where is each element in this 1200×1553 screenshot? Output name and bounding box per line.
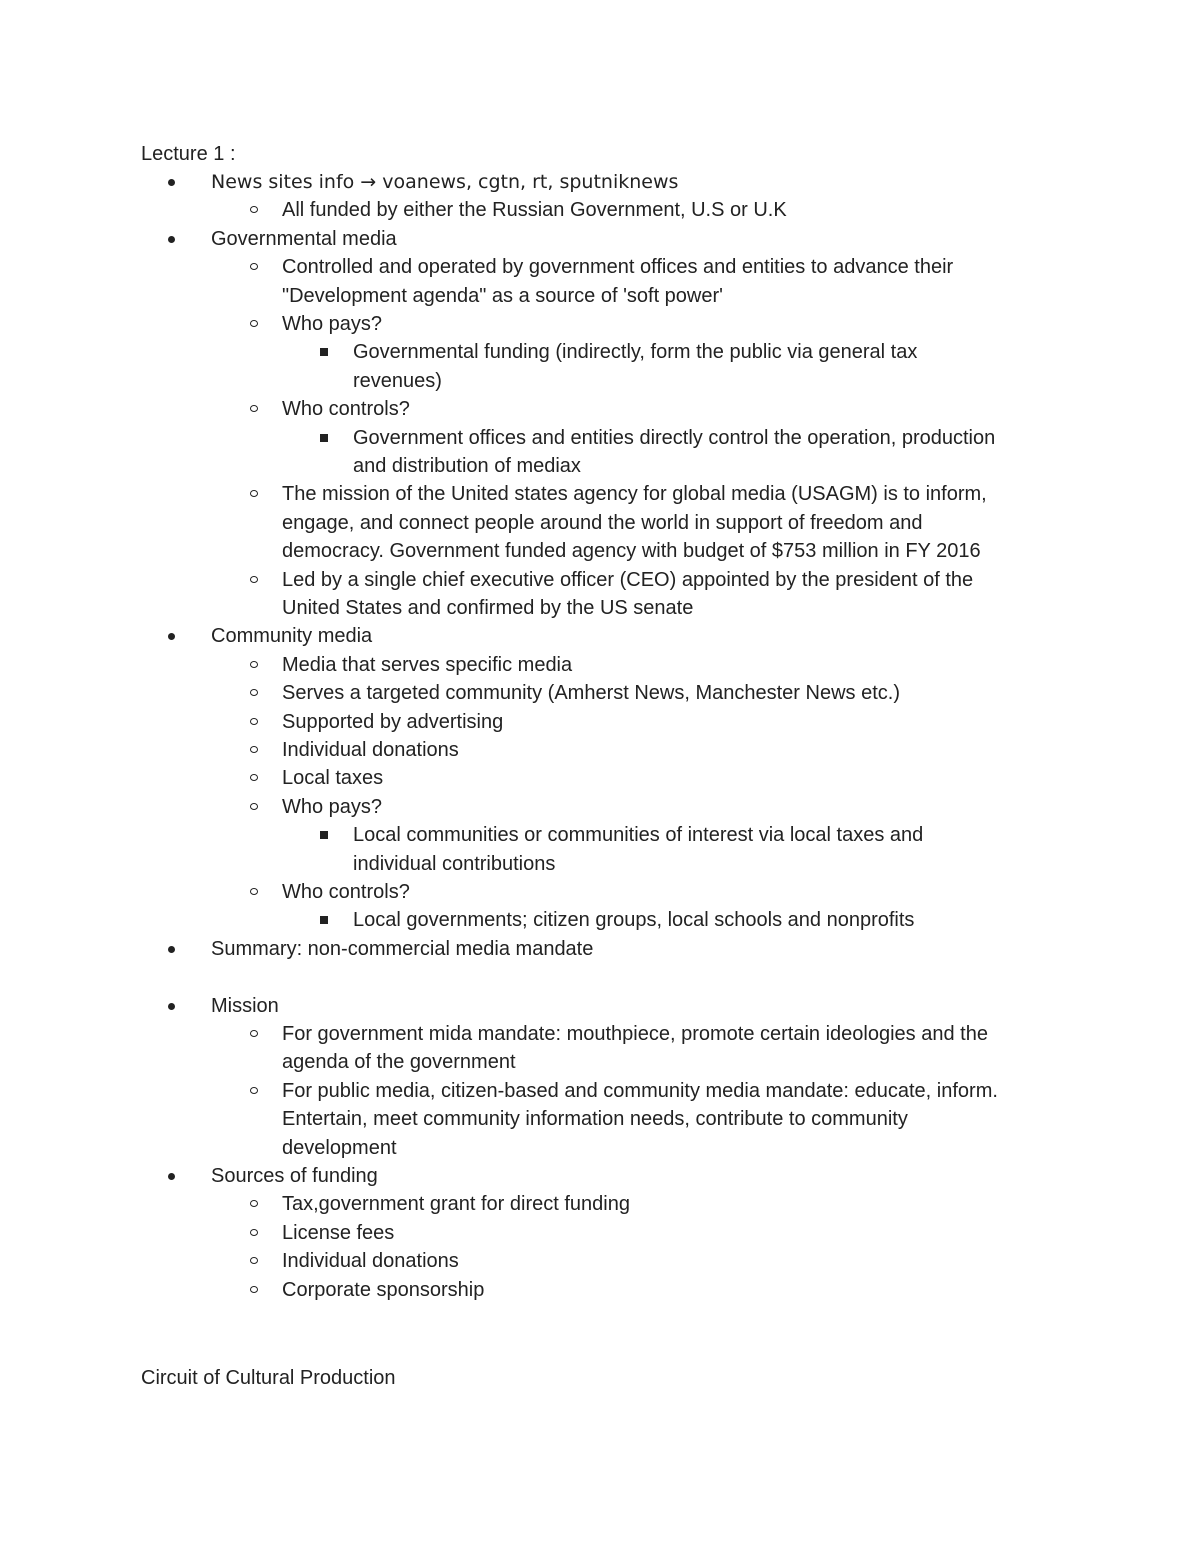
list-item-text: For public media, citizen-based and community media mandate: educate, inform.: [282, 1079, 998, 1102]
list-item-continuation: [353, 452, 581, 480]
bullet-disc-icon: [168, 236, 175, 243]
list-item-continuation: [282, 594, 693, 622]
list-item-text: Led by a single chief executive officer (CEO) appointed by the president of the: [282, 568, 974, 591]
list-item-text: agenda of the government: [282, 1051, 516, 1074]
list-item-text: License fees: [282, 1221, 395, 1244]
list-item-text: Who pays?: [282, 313, 383, 335]
list-item: [282, 395, 410, 423]
list-item: [353, 338, 917, 366]
list-item-text: Governmental media: [211, 227, 397, 250]
bullet-circle-icon: [250, 803, 258, 810]
list-item-text: Tax,government grant for direct funding: [282, 1193, 630, 1216]
list-item: [282, 793, 382, 821]
list-item-text: Entertain, meet community information needs, contribute to community: [282, 1108, 908, 1131]
list-item-text: Who controls?: [282, 398, 410, 421]
list-item: [353, 821, 923, 849]
bullet-circle-icon: [250, 888, 258, 895]
bullet-circle-icon: [250, 1229, 258, 1236]
list-item-continuation: [282, 1134, 397, 1162]
list-item-text: Mission: [211, 994, 279, 1017]
list-item: [282, 253, 953, 281]
section-heading-circuit: Circuit of Cultural Production: [141, 1367, 396, 1389]
list-item-text: "Development agenda" as a source of 'soft power': [282, 284, 723, 307]
lecture-title: Lecture 1 :: [141, 143, 236, 165]
list-item-continuation: [353, 850, 555, 878]
bullet-circle-icon: [250, 661, 258, 668]
bullet-circle-icon: [250, 746, 258, 753]
bullet-circle-icon: [250, 263, 258, 270]
bullet-circle-icon: [250, 774, 258, 781]
list-item-text: Individual donations: [282, 739, 459, 761]
list-item-text: News sites info → voanews, cgtn, rt, sputniknews: [211, 171, 679, 193]
list-item-text: democracy. Government funded agency with budget of $753 million in FY 2016: [282, 540, 981, 563]
list-item: [282, 651, 572, 679]
list-item-text: Who controls?: [282, 881, 410, 903]
list-item-continuation: [282, 1048, 516, 1076]
bullet-circle-icon: [250, 1087, 258, 1094]
list-item-text: and distribution of mediax: [353, 455, 581, 477]
list-item-text: Corporate sponsorship: [282, 1278, 485, 1301]
bullet-square-icon: [320, 916, 328, 924]
list-item: [282, 736, 459, 764]
bullet-disc-icon: [168, 1173, 175, 1180]
list-item-text: Local taxes: [282, 767, 384, 790]
list-item: [282, 679, 900, 707]
list-item: [353, 906, 914, 934]
list-item: [282, 1020, 988, 1048]
list-item-text: United States and confirmed by the US senate: [282, 597, 694, 619]
list-item: [282, 764, 383, 792]
list-item-text: Controlled and operated by government offices and entities to advance their: [282, 256, 954, 279]
list-item-continuation: [282, 1105, 908, 1133]
list-item: [282, 1219, 394, 1247]
list-item: [211, 225, 397, 253]
list-item: [282, 566, 973, 594]
list-item: [211, 622, 372, 650]
list-item-continuation: [282, 509, 922, 537]
list-item-continuation: [282, 282, 723, 310]
list-item-text: Local communities or communities of interest via local taxes and: [353, 824, 924, 847]
list-item-text: Community media: [211, 625, 373, 648]
list-item-text: All funded by either the Russian Government, U.S or U.K: [282, 199, 787, 222]
bullet-square-icon: [320, 831, 328, 839]
list-item-text: Government offices and entities directly control the operation, production: [353, 426, 996, 449]
bullet-circle-icon: [250, 1257, 258, 1264]
list-item: [211, 1162, 378, 1190]
list-item-text: Individual donations: [282, 1250, 459, 1273]
bullet-disc-icon: [168, 946, 175, 953]
list-item-text: Who pays?: [282, 795, 383, 818]
list-item-text: revenues): [353, 369, 442, 392]
bullet-square-icon: [320, 348, 328, 356]
list-item: [211, 935, 593, 963]
list-item-text: development: [282, 1136, 397, 1159]
list-item-text: Supported by advertising: [282, 710, 504, 733]
list-item: [211, 992, 279, 1020]
bullet-circle-icon: [250, 320, 258, 327]
bullet-circle-icon: [250, 689, 258, 696]
list-item: [282, 878, 410, 906]
list-item-text: Sources of funding: [211, 1165, 378, 1187]
bullet-circle-icon: [250, 718, 258, 725]
list-item: [282, 1077, 998, 1105]
bullet-disc-icon: [168, 633, 175, 640]
bullet-circle-icon: [250, 405, 258, 412]
bullet-circle-icon: [250, 206, 258, 213]
list-item-text: For government mida mandate: mouthpiece, promote certain ideologies and the: [282, 1023, 988, 1045]
list-item: [282, 1276, 484, 1304]
list-item-text: Serves a targeted community (Amherst News, Manchester News etc.): [282, 682, 900, 705]
bullet-disc-icon: [168, 179, 175, 186]
bullet-circle-icon: [250, 490, 258, 497]
list-item: [353, 424, 995, 452]
bullet-disc-icon: [168, 1003, 175, 1010]
list-item: [211, 168, 678, 196]
list-item-continuation: [353, 367, 442, 395]
bullet-circle-icon: [250, 1286, 258, 1293]
bullet-square-icon: [320, 434, 328, 442]
list-item-text: Summary: non-commercial media mandate: [211, 937, 594, 960]
list-item-text: engage, and connect people around the world in support of freedom and: [282, 511, 923, 534]
list-item: [282, 1247, 459, 1275]
list-item-text: Media that serves specific media: [282, 653, 573, 676]
list-item: [282, 196, 787, 224]
list-item-text: Local governments; citizen groups, local schools and nonprofits: [353, 909, 915, 932]
list-item-text: individual contributions: [353, 852, 556, 875]
list-item: [282, 480, 987, 508]
list-item-text: The mission of the United states agency for global media (USAGM) is to inform,: [282, 483, 987, 506]
list-item-continuation: [282, 537, 981, 565]
bullet-circle-icon: [250, 576, 258, 583]
bullet-circle-icon: [250, 1200, 258, 1207]
bullet-circle-icon: [250, 1030, 258, 1037]
list-item-text: Governmental funding (indirectly, form the public via general tax: [353, 341, 918, 364]
list-item: [282, 310, 382, 338]
list-item: [282, 708, 503, 736]
list-item: [282, 1190, 630, 1218]
